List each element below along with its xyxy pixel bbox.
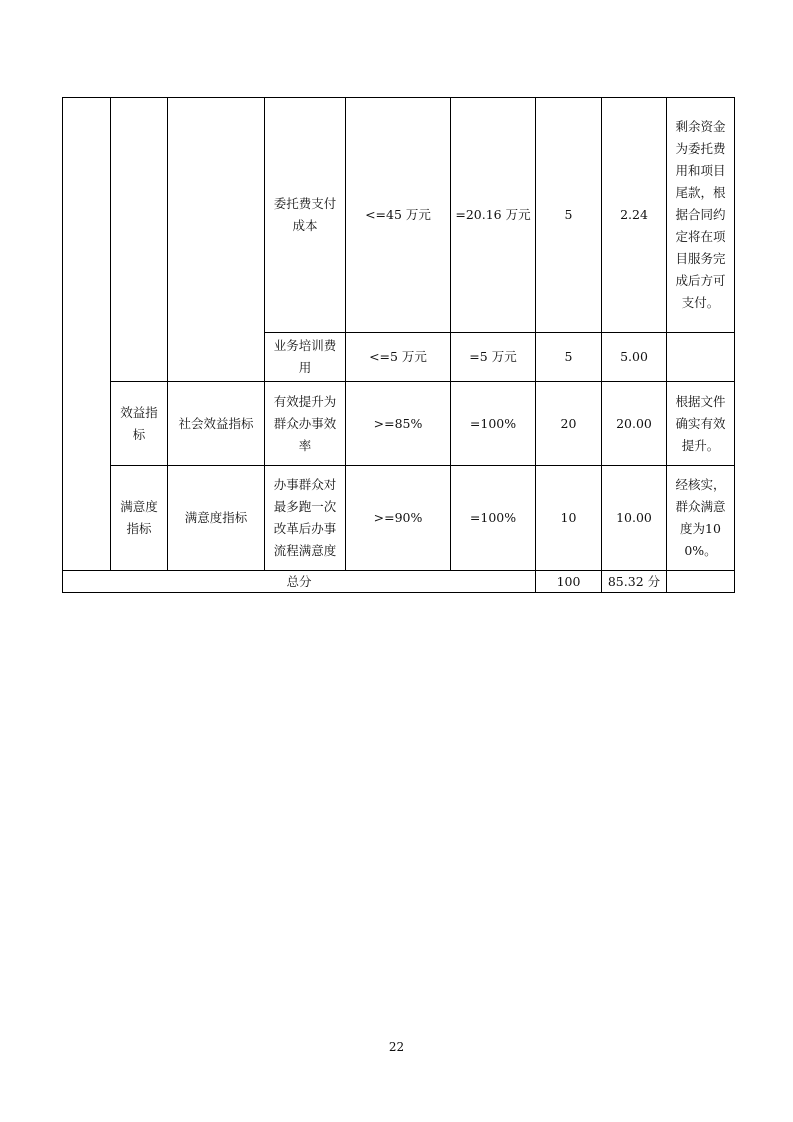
actual-value: =5 万元 bbox=[451, 333, 536, 382]
score-value: 20.00 bbox=[602, 382, 667, 466]
level2-cell: 社会效益指标 bbox=[168, 382, 265, 466]
score-value: 5.00 bbox=[602, 333, 667, 382]
weight-value: 20 bbox=[536, 382, 602, 466]
score-value: 10.00 bbox=[602, 466, 667, 571]
level1-cell: 满意度指标 bbox=[111, 466, 168, 571]
weight-value: 5 bbox=[536, 333, 602, 382]
level2-cell: 满意度指标 bbox=[168, 466, 265, 571]
page-number: 22 bbox=[388, 1040, 405, 1054]
actual-value: =100% bbox=[451, 382, 536, 466]
level1-cell bbox=[111, 98, 168, 382]
performance-table bbox=[62, 97, 735, 593]
total-note bbox=[667, 571, 735, 593]
total-weight: 100 bbox=[536, 571, 602, 593]
note-cell bbox=[667, 333, 735, 382]
note-cell: 经核实，群众满意度为100%。 bbox=[667, 466, 735, 571]
target-value: >=85% bbox=[346, 382, 451, 466]
table-row bbox=[63, 98, 735, 333]
category-cell bbox=[63, 98, 111, 571]
actual-value: =20.16 万元 bbox=[451, 98, 536, 333]
indicator-name: 业务培训费用 bbox=[265, 333, 346, 382]
score-value: 2.24 bbox=[602, 98, 667, 333]
total-row bbox=[63, 571, 735, 593]
table-row bbox=[63, 382, 735, 466]
table-row bbox=[63, 466, 735, 571]
target-value: >=90% bbox=[346, 466, 451, 571]
level2-cell bbox=[168, 98, 265, 382]
target-value: <=45 万元 bbox=[346, 98, 451, 333]
indicator-name: 办事群众对最多跑一次改革后办事流程满意度 bbox=[265, 466, 346, 571]
actual-value: =100% bbox=[451, 466, 536, 571]
total-label: 总分 bbox=[63, 571, 536, 593]
note-cell: 根据文件确实有效提升。 bbox=[667, 382, 735, 466]
note-cell: 剩余资金为委托费用和项目尾款，根据合同约定将在项目服务完成后方可支付。 bbox=[667, 98, 735, 333]
target-value: <=5 万元 bbox=[346, 333, 451, 382]
level1-cell: 效益指标 bbox=[111, 382, 168, 466]
indicator-name: 有效提升为群众办事效率 bbox=[265, 382, 346, 466]
indicator-name: 委托费支付成本 bbox=[265, 98, 346, 333]
weight-value: 10 bbox=[536, 466, 602, 571]
weight-value: 5 bbox=[536, 98, 602, 333]
total-score: 85.32 分 bbox=[602, 571, 667, 593]
